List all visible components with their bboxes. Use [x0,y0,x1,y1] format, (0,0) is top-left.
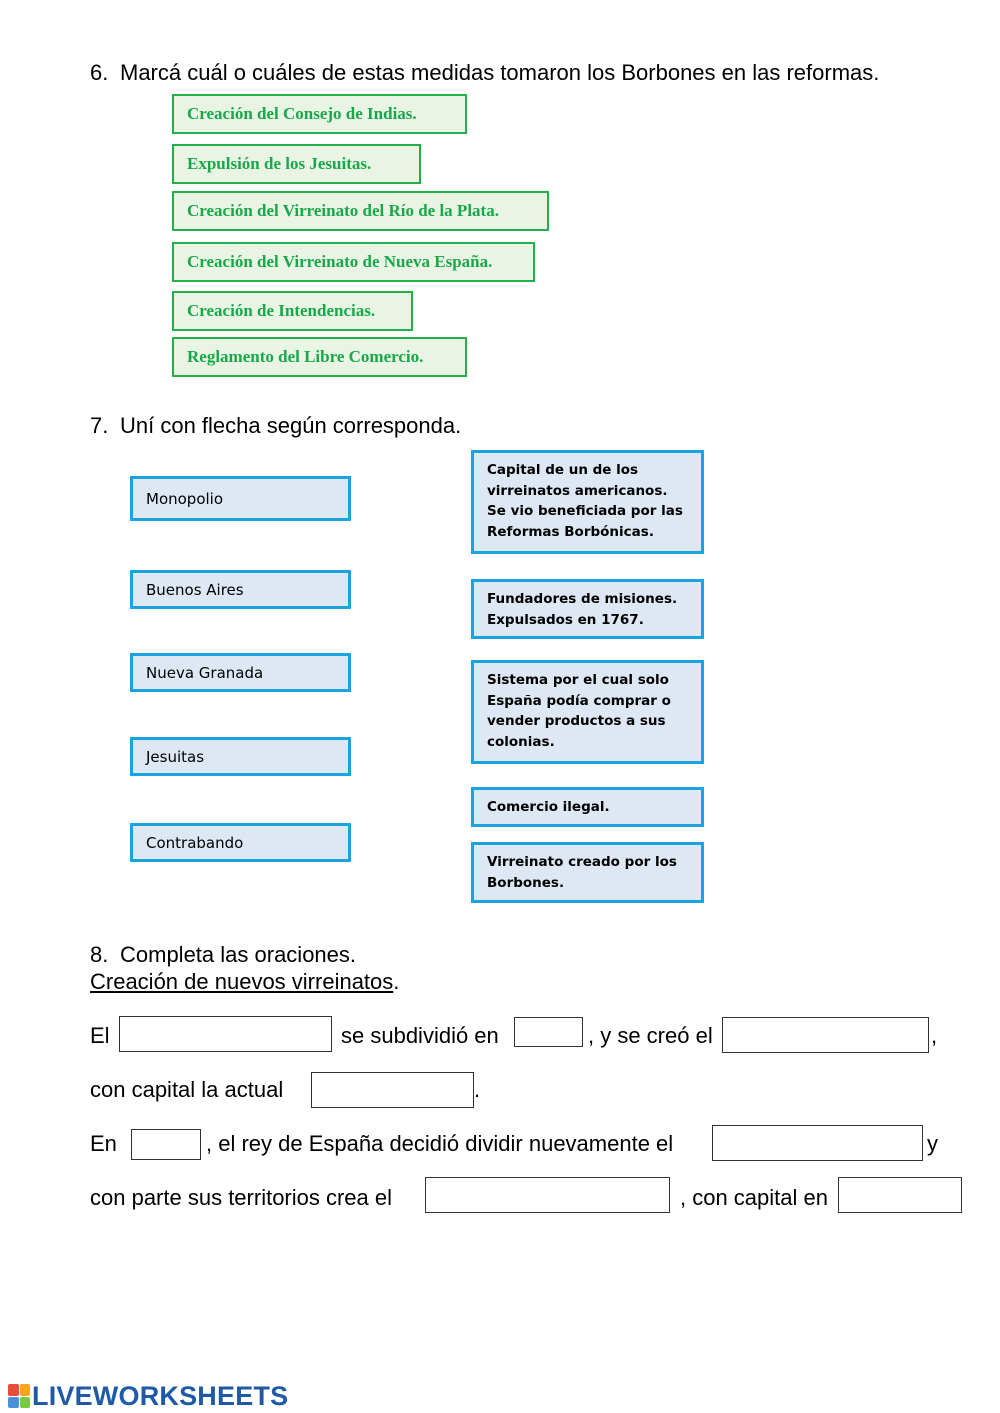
option-expulsion-jesuitas[interactable]: Expulsión de los Jesuitas. [172,144,421,184]
match-left-monopolio[interactable]: Monopolio [130,476,351,521]
question-6-prompt: Marcá cuál o cuáles de estas medidas tomaron los Borbones en las reformas. [120,60,880,85]
option-intendencias[interactable]: Creación de Intendencias. [172,291,413,331]
question-8-subtitle [90,969,399,995]
line4-text-capital-en: , con capital en [680,1185,828,1210]
liveworksheets-logo-icon [8,1384,30,1408]
line1-text-se-creo: , y se creó el [588,1023,713,1048]
question-7-number: 7. [90,413,109,438]
blank-capital-1[interactable] [311,1072,474,1108]
line2-text-capital: con capital la actual [90,1077,284,1102]
logo-square-4 [20,1397,31,1409]
option-virreinato-rio-de-la-plata[interactable]: Creación del Virreinato del Río de la Plata. [172,191,549,231]
liveworksheets-brand: LIVEWORKSHEETS [32,1380,289,1411]
line3-text-rey: , el rey de España decidió dividir nuevamente el [206,1131,674,1156]
question-6-number: 6. [90,60,109,85]
question-8-heading [90,942,356,968]
line4-text-crea: con parte sus territorios crea el [90,1185,393,1210]
blank-virreinato-2[interactable] [722,1017,929,1053]
match-right-virreinato-borbones[interactable]: Virreinato creado por los Borbones. [471,842,704,903]
line1-comma: , [931,1023,938,1048]
line3-text-y: y [927,1131,938,1156]
question-7-heading [90,413,461,439]
question-8-number: 8. [90,942,109,967]
match-right-sistema[interactable]: Sistema por el cual solo España podía comprar o vender productos a sus colonias. [471,660,704,764]
logo-square-2 [20,1384,31,1396]
blank-virreinato-4[interactable] [425,1177,670,1213]
line1-text-el: El [90,1023,110,1048]
liveworksheets-logo [8,1381,288,1411]
question-8-prompt: Completa las oraciones. [120,942,357,967]
match-left-contrabando[interactable]: Contrabando [130,823,351,862]
question-6-heading [90,60,879,86]
line1-text-subdividio: se subdividió en [341,1023,499,1048]
match-right-comercio-ilegal[interactable]: Comercio ilegal. [471,787,704,827]
logo-square-1 [8,1384,19,1396]
blank-capital-2[interactable] [838,1177,962,1213]
match-left-buenos-aires[interactable]: Buenos Aires [130,570,351,609]
match-right-fundadores[interactable]: Fundadores de misiones. Expulsados en 1767. [471,579,704,639]
line3-text-en: En [90,1131,117,1156]
subtitle-period: . [393,969,400,994]
match-left-jesuitas[interactable]: Jesuitas [130,737,351,776]
line2-period: . [474,1077,481,1102]
blank-virreinato-1[interactable] [119,1016,332,1052]
match-right-capital[interactable]: Capital de un de los virreinatos americanos. Se vio beneficiada por las Reformas Borbónicas. [471,450,704,554]
blank-year-2[interactable] [131,1129,201,1160]
option-libre-comercio[interactable]: Reglamento del Libre Comercio. [172,337,467,377]
option-virreinato-nueva-espana[interactable]: Creación del Virreinato de Nueva España. [172,242,535,282]
blank-virreinato-3[interactable] [712,1125,923,1161]
match-left-nueva-granada[interactable]: Nueva Granada [130,653,351,692]
logo-square-3 [8,1397,19,1409]
question-7-prompt: Uní con flecha según corresponda. [120,413,462,438]
subtitle-text: Creación de nuevos virreinatos [90,969,394,994]
option-consejo-de-indias[interactable]: Creación del Consejo de Indias. [172,94,467,134]
blank-year-1[interactable] [514,1017,583,1047]
